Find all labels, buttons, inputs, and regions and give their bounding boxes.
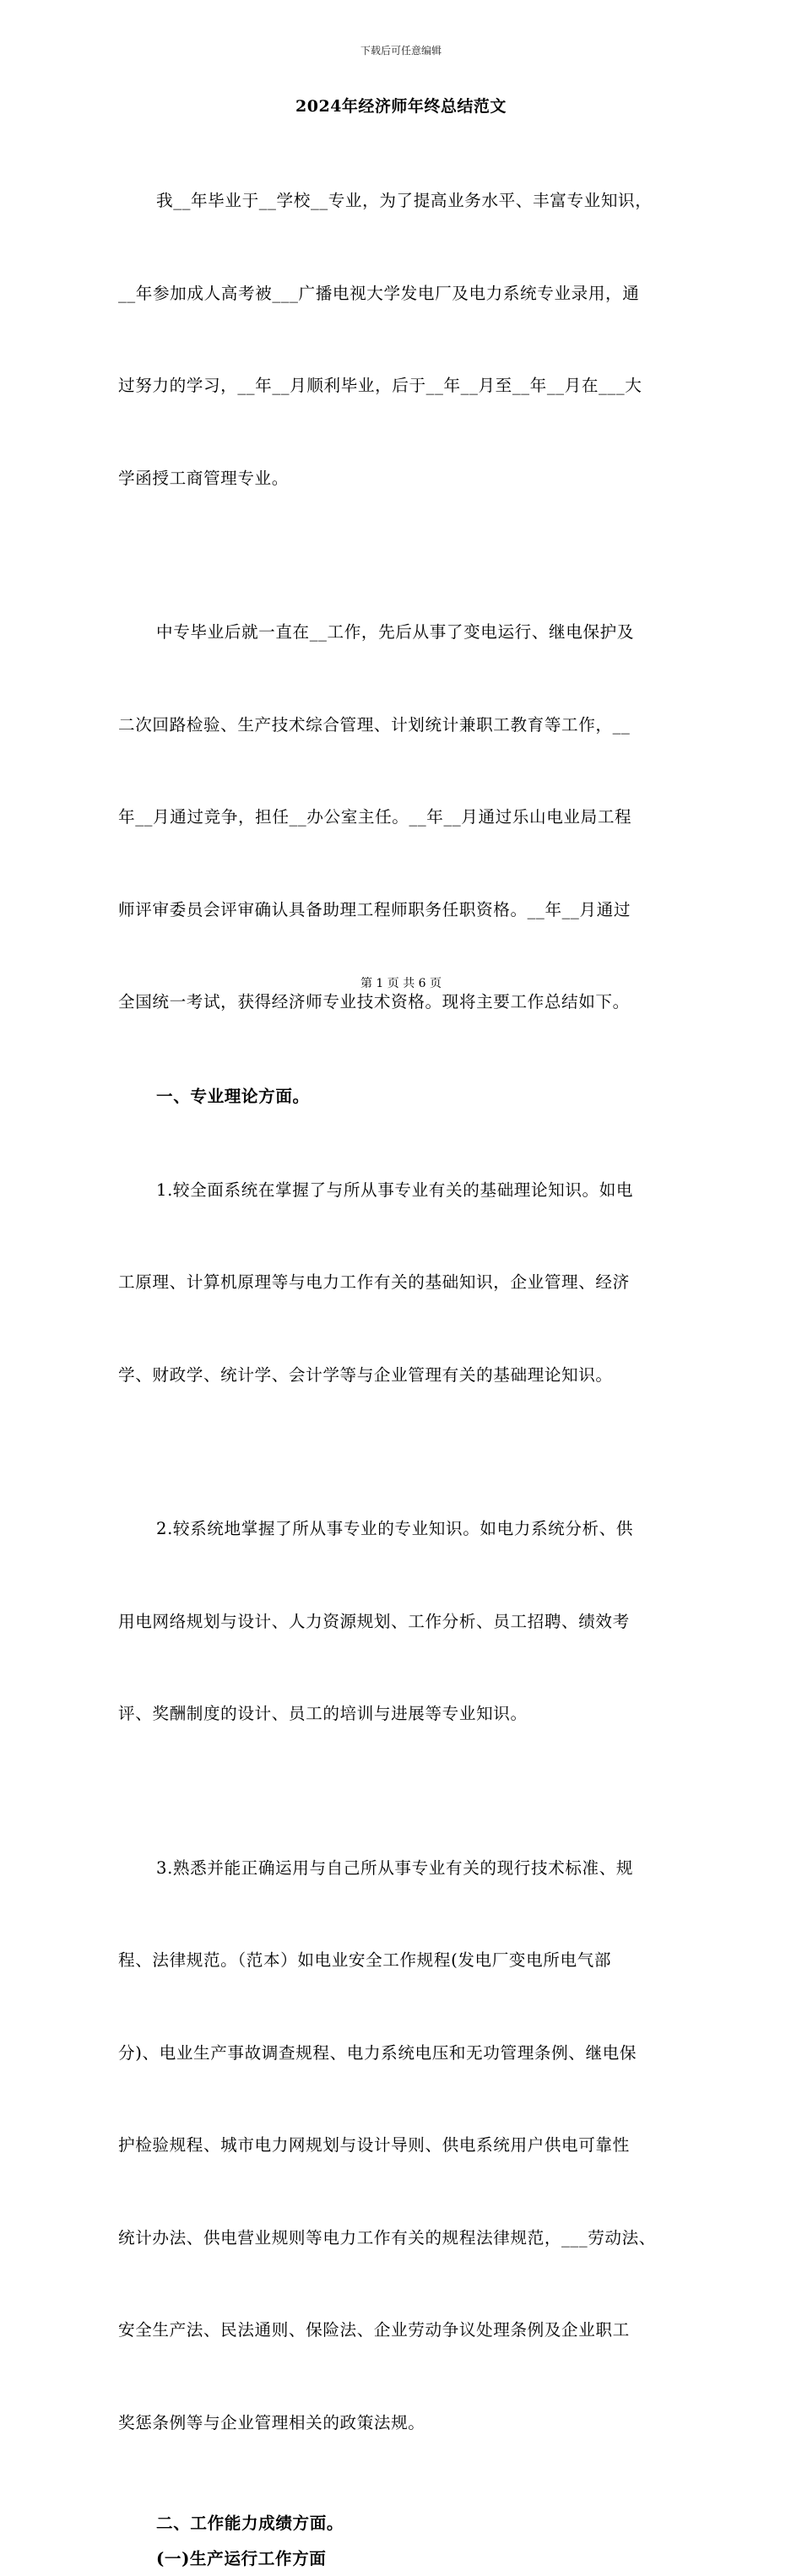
text-line: 用电网络规划与设计、人力资源规划、工作分析、员工招聘、绩效考 [118,1611,630,1631]
list-item-theory-2 [118,1452,692,1792]
text-line: 学函授工商管理专业。 [118,468,289,488]
page-header-note: 下载后可任意编辑 [360,45,442,57]
list-item-theory-3 [118,1792,692,2501]
text-line: __年参加成人高考被___广播电视大学发电厂及电力系统专业录用，通 [118,283,640,303]
text-line: 分)、电业生产事故调查规程、电力系统电压和无功管理条例、继电保 [118,2042,637,2063]
text-line: 奖惩条例等与企业管理相关的政策法规。 [118,2412,425,2432]
document-title: 2024年经济师年终总结范文 [295,97,507,116]
text-line: 程、法律规范。（范本）如电业安全工作规程(发电厂变电所电气部 [118,1950,612,1970]
section-heading-ability: 二、工作能力成绩方面。 [156,2514,344,2533]
text-line: 评、奖酬制度的设计、员工的培训与进展等专业知识。 [118,1704,528,1723]
text-line: 2.较系统地掌握了所从事专业的专业知识。如电力系统分析、供 [156,1519,634,1538]
text-line: 师评审委员会评审确认具备助理工程师职务任职资格。__年__月通过 [118,899,631,919]
text-line: 护检验规程、城市电力网规划与设计导则、供电系统用户供电可靠性 [118,2135,630,2155]
text-line: 3.熟悉并能正确运用与自己所从事专业有关的现行技术标准、规 [156,1857,634,1878]
paragraph-intro [118,124,692,556]
text-line: 我__年毕业于__学校__专业，为了提高业务水平、丰富专业知识， [156,191,653,210]
text-line: 中专毕业后就一直在__工作，先后从事了变电运行、继电保护及 [156,622,635,642]
paragraph-career [118,556,692,1080]
text-line: 全国统一考试，获得经济师专业技术资格。现将主要工作总结如下。 [118,992,630,1011]
text-line: 1.较全面系统在掌握了与所从事专业有关的基础理论知识。如电 [156,1180,634,1200]
list-item-theory-1 [118,1114,692,1453]
section-heading-theory: 一、专业理论方面。 [156,1086,310,1106]
text-line: 统计办法、供电营业规则等电力工作有关的规程法律规范，___劳动法、 [118,2227,657,2248]
text-line: 过努力的学习，__年__月顺利毕业，后于__年__月至__年__月在___大 [118,376,642,395]
text-line: 二次回路检验、生产技术综合管理、计划统计兼职工教育等工作，__ [118,714,631,735]
text-line: 学、财政学、统计学、会计学等与企业管理有关的基础理论知识。 [118,1364,613,1385]
page-number-footer: 第 1 页 共 6 页 [360,977,442,990]
subsection-heading-production: (一)生产运行工作方面 [156,2549,327,2568]
text-line: 年__月通过竞争，担任__办公室主任。__年__月通过乐山电业局工程 [118,807,632,827]
text-line: 工原理、计算机原理等与电力工作有关的基础知识，企业管理、经济 [118,1272,630,1292]
text-line: 安全生产法、民法通则、保险法、企业劳动争议处理条例及企业职工 [118,2320,630,2340]
document-body [118,124,692,2576]
